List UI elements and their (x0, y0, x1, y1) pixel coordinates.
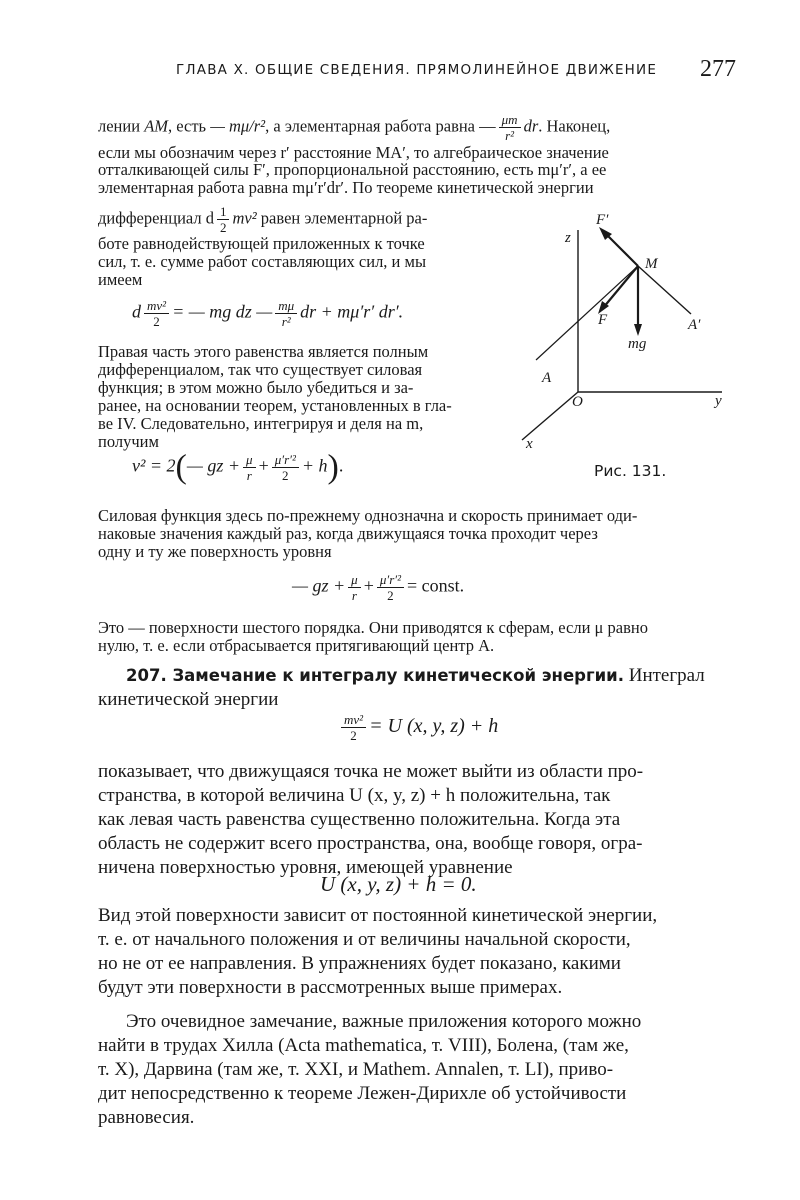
figure-131 (510, 212, 740, 472)
text-fragment: . Наконец, (538, 116, 611, 136)
fraction-numerator: μ (348, 572, 361, 588)
label-x: x (526, 436, 533, 452)
eq-term: — gz + (292, 575, 346, 596)
text-line (98, 112, 738, 143)
label-mg: mg (628, 336, 647, 352)
eq-term: = const. (407, 575, 465, 596)
fraction (341, 712, 366, 743)
eq-term: + (363, 575, 374, 596)
text-line: функция; в этом можно было убедиться и за- (98, 378, 414, 397)
fraction-numerator: μ′r′² (272, 452, 299, 468)
line-a-to-m (536, 266, 638, 360)
fraction-numerator: mv² (144, 298, 169, 314)
fraction-denominator: 2 (153, 314, 160, 329)
arrowhead-mg (634, 324, 642, 336)
fraction (272, 452, 299, 483)
fraction-numerator: 1 (217, 204, 230, 220)
fraction (217, 204, 230, 235)
eq-term: dr + mμ′r′ dr′. (300, 301, 404, 322)
text-fragment: , а элементарная работа равна — (265, 116, 496, 136)
text-line: элементарная работа равна mμ′r′dr′. По теореме кинетической энергии (98, 178, 594, 197)
fraction-denominator: r² (281, 314, 291, 329)
figure-caption: Рис. 131. (594, 462, 667, 480)
label-y: y (715, 393, 722, 409)
fraction (348, 572, 361, 603)
text-fragment: AM (144, 116, 169, 136)
line-m-to-a-prime (638, 266, 691, 314)
label-a: A (542, 370, 552, 386)
eq-term: v² = 2 (132, 455, 176, 476)
fraction (499, 112, 521, 143)
text-line: будут эти поверхности в рассмотренных выше примерах. (98, 977, 563, 998)
fraction (144, 298, 169, 329)
text-line: найти в трудах Хилла (Acta mathematica, т. VIII), Болена, (там же, (98, 1035, 629, 1056)
fraction-numerator: μm (499, 112, 521, 128)
section-207-heading (126, 664, 766, 688)
section-title: 207. Замечание к интегралу кинетической энергии. (126, 666, 624, 685)
equation-energy-integral (338, 712, 498, 743)
fraction (377, 572, 404, 603)
fraction-numerator: μ′r′² (377, 572, 404, 588)
text-line: Вид этой поверхности зависит от постоянной кинетической энергии, (98, 905, 658, 926)
label-a-prime: A′ (688, 317, 701, 333)
fraction-numerator: mμ (275, 298, 297, 314)
x-axis (522, 392, 578, 440)
running-header: ГЛАВА X. ОБЩИЕ СВЕДЕНИЯ. ПРЯМОЛИНЕЙНОЕ ДВИЖЕНИЕ (176, 62, 658, 78)
fraction (275, 298, 297, 329)
text-line: боте равнодействующей приложенных к точке (98, 234, 425, 253)
text-line: т. X), Дарвина (там же, т. XXI, и Mathem. Annalen, т. LI), приво- (98, 1059, 614, 1080)
text-line: область не содержит всего пространства, она, вообще говоря, огра- (98, 833, 643, 854)
text-line: Это очевидное замечание, важные приложения которого можно (126, 1011, 642, 1032)
label-f: F (598, 312, 608, 328)
fraction-denominator: r (246, 468, 252, 483)
text-line: Правая часть этого равенства является полным (98, 342, 429, 361)
label-m: M (645, 256, 658, 272)
text-line: имеем (98, 270, 143, 289)
eq-term: + h (301, 455, 328, 476)
label-o: O (572, 394, 583, 410)
text-line: но не от ее направления. В упражнениях будет показано, какими (98, 953, 621, 974)
text-line: Это — поверхности шестого порядка. Они приводятся к сферам, если μ равно (98, 618, 648, 637)
text-line: кинетической энергии (98, 689, 279, 710)
text-line: как левая часть равенства существенно положительна. Когда эта (98, 809, 621, 830)
text-line: сил, т. е. сумме работ составляющих сил, и мы (98, 252, 427, 271)
eq-term: . (338, 455, 344, 476)
text-line: если мы обозначим через r′ расстояние MA′, то алгебраическое значение (98, 143, 609, 162)
text-fragment: dr (523, 116, 539, 136)
paren-left: ( (175, 448, 187, 486)
text-fragment: Интеграл (623, 665, 705, 686)
text-line: дит непосредственно к теореме Лежен-Дирихле об устойчивости (98, 1083, 627, 1104)
paren-right: ) (327, 448, 339, 486)
text-line: ничена поверхностью уровня, имеющей уравнение (98, 857, 513, 878)
fraction-denominator: 2 (350, 728, 357, 743)
equation-velocity-squared (132, 448, 344, 486)
text-line: равновесия. (98, 1107, 195, 1128)
text-line: наковые значения каждый раз, когда движущаяся точка проходит через (98, 524, 598, 543)
fraction-denominator: r² (505, 128, 515, 143)
eq-term: = — mg dz — (172, 301, 273, 322)
text-line: Силовая функция здесь по-прежнему однозначна и скорость принимает оди- (98, 506, 638, 525)
text-fragment: дифференциал d (98, 208, 214, 228)
fraction-denominator: 2 (387, 588, 394, 603)
eq-term: + (258, 455, 269, 476)
eq-term: U (x, y, z) + h = 0. (320, 872, 477, 896)
equation-energy-differential (132, 298, 403, 329)
eq-term: = U (x, y, z) + h (369, 715, 499, 738)
label-f-prime: F′ (596, 212, 609, 228)
text-line: ве IV. Следовательно, интегрируя и деля на m, (98, 414, 424, 433)
force-f-vector (603, 266, 638, 308)
fraction-numerator: μ (243, 452, 256, 468)
fraction-denominator: 2 (282, 468, 289, 483)
page-number: 277 (700, 56, 736, 82)
text-line: т. е. от начального положения и от величины начальной скорости, (98, 929, 631, 950)
eq-term: d (132, 301, 141, 322)
text-fragment: — mμ/r² (210, 116, 266, 136)
text-line: странства, в которой величина U (x, y, z) + h положительна, так (98, 785, 611, 806)
text-line: нулю, т. е. если отбрасывается притягивающий центр A. (98, 636, 495, 655)
equation-boundary-surface (320, 872, 477, 897)
text-line: дифференциалом, так что существует силовая (98, 360, 423, 379)
equation-level-surface (292, 572, 464, 603)
text-line: отталкивающей силы F′, пропорциональной расстоянию, есть mμ′r′, а ее (98, 160, 607, 179)
text-fragment: mv² (232, 208, 257, 228)
fraction-denominator: 2 (219, 220, 227, 235)
text-line: ранее, на основании теорем, установленных в гла- (98, 396, 452, 415)
eq-term: — gz + (186, 455, 241, 476)
fraction-denominator: r (351, 588, 357, 603)
text-line: одну и ту же поверхность уровня (98, 542, 332, 561)
label-z: z (565, 230, 571, 246)
text-line: показывает, что движущаяся точка не может выйти из области про- (98, 761, 644, 782)
fraction (243, 452, 256, 483)
text-fragment: лении (98, 116, 145, 136)
text-line: получим (98, 432, 159, 451)
fraction-numerator: mv² (341, 712, 366, 728)
text-fragment: равен элементарной ра- (256, 208, 428, 228)
force-f-prime-vector (604, 232, 638, 266)
text-fragment: , есть (168, 116, 211, 136)
